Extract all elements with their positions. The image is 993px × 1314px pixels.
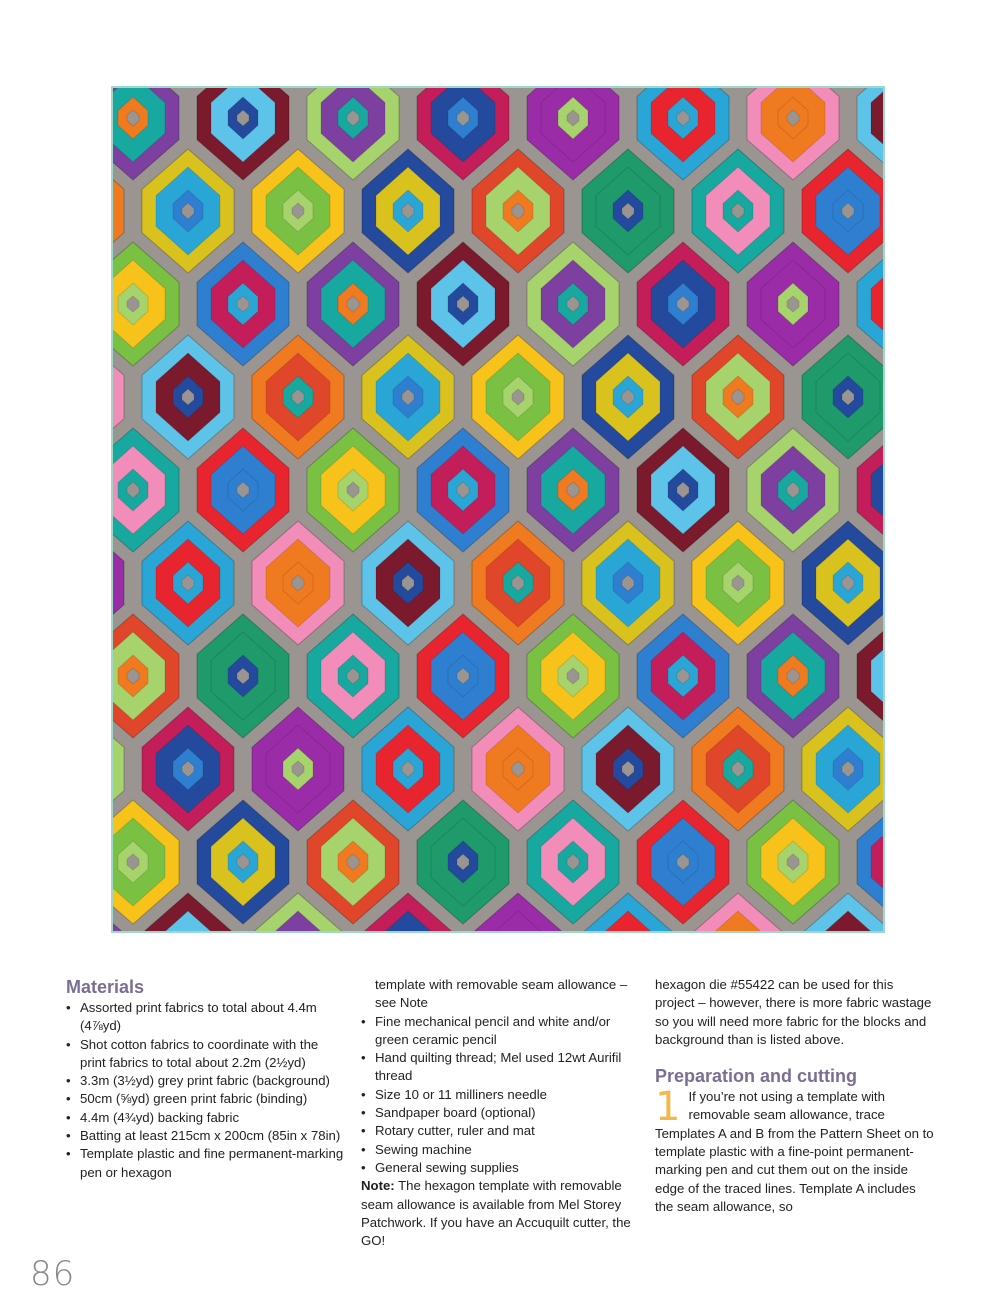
step-1 <box>655 1084 935 1216</box>
materials-heading: Materials <box>66 977 145 997</box>
list-item: • Hand quilting thread; Mel used 12wt Aurifil thread <box>361 1049 639 1086</box>
text-column-3 <box>655 976 935 1216</box>
page-number: 86 <box>30 1254 76 1294</box>
list-item: • General sewing supplies <box>361 1159 639 1177</box>
list-item-continued: template with removable seam allowance – see Note <box>375 977 628 1011</box>
list-item: • Batting at least 215cm x 200cm (85in x 78in) <box>66 1127 344 1145</box>
materials-note <box>361 1177 639 1250</box>
note-continued: hexagon die #55422 can be used for this project – however, there is more fabric wastage so you will need more fabric for the blocks and background than is listed above. <box>655 977 932 1047</box>
note-label: Note: <box>361 1178 395 1194</box>
materials-list-continued <box>361 1013 639 1178</box>
note-text: The hexagon template with removable seam allowance is available from Mel Storey Patchwork. If you have an Accuquilt cutter, the GO! <box>361 1178 631 1249</box>
list-item: • Sewing machine <box>361 1141 639 1159</box>
hexagon-quilt-image <box>113 88 883 931</box>
preparation-heading: Preparation and cutting <box>655 1066 858 1087</box>
materials-list <box>66 999 344 1182</box>
list-item: • 4.4m (4¾yd) backing fabric <box>66 1109 344 1127</box>
list-item: • Fine mechanical pencil and white and/or green ceramic pencil <box>361 1013 639 1050</box>
list-item: • Sandpaper board (optional) <box>361 1104 639 1122</box>
list-item: • 50cm (⅝yd) green print fabric (binding) <box>66 1090 344 1108</box>
list-item: • 3.3m (3½yd) grey print fabric (background) <box>66 1072 344 1090</box>
list-item: • Rotary cutter, ruler and mat <box>361 1122 639 1140</box>
list-item: • Assorted print fabrics to total about 4.4m (4⅞yd) <box>66 999 344 1036</box>
list-item: • Shot cotton fabrics to coordinate with the print fabrics to total about 2.2m (2½yd) <box>66 1036 344 1073</box>
list-item: • Size 10 or 11 milliners needle <box>361 1086 639 1104</box>
step-number: 1 <box>655 1084 681 1131</box>
quilt-photo <box>111 86 885 933</box>
step-text: If you’re not using a template with removable seam allowance, trace Templates A and B from the Pattern Sheet on to template plastic with a fine-point permanent-marking pen and cut them out on the inside edge of the traced lines. Template A includes the seam allowance, so <box>655 1089 934 1214</box>
materials-column-1 <box>66 976 344 1182</box>
list-item: • Template plastic and fine permanent-marking pen or hexagon <box>66 1145 344 1182</box>
materials-column-2 <box>361 976 639 1250</box>
